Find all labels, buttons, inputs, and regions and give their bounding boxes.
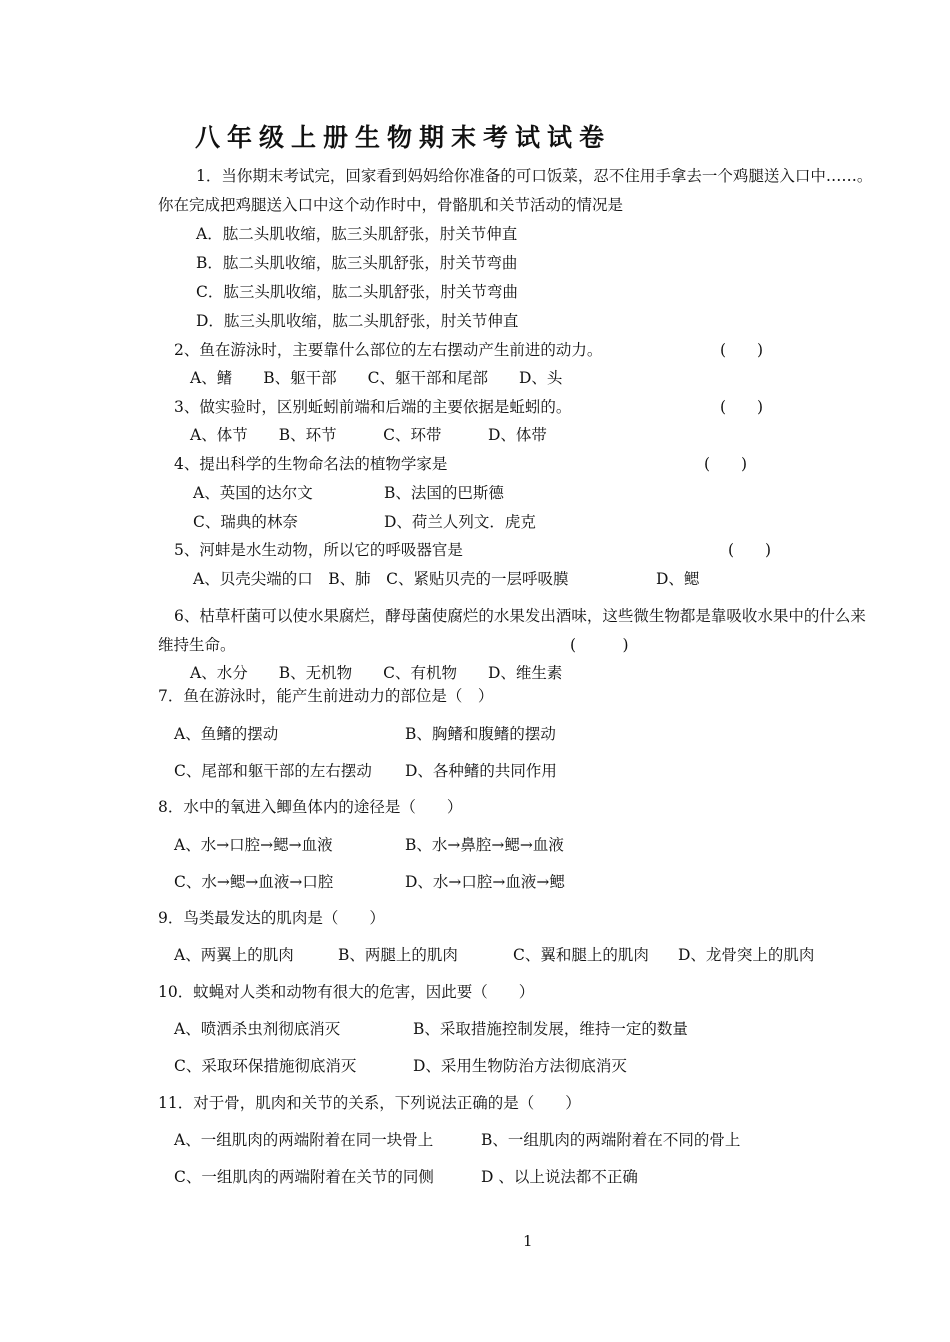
q5-option-d: D、鳃 [656,570,700,588]
q4-option-c: C、瑞典的林奈 [193,513,298,531]
q4-option-b: B、法国的巴斯德 [384,484,504,502]
q7-option-b: B、胸鳍和腹鳍的摆动 [405,725,556,743]
q9-option-a: A、两翼上的肌肉 [174,946,294,964]
q6-stem-line1: 6、枯草杆菌可以使水果腐烂，酵母菌使腐烂的水果发出酒味，这些微生物都是靠吸收水果中的什么来 [174,607,866,625]
q9-stem: 9．鸟类最发达的肌肉是（ ） [158,909,385,927]
q3-answer-paren: ( ) [720,398,764,416]
q5-answer-paren: ( ) [728,541,772,559]
q5-stem: 5、河蚌是水生动物，所以它的呼吸器官是 [174,541,463,559]
q2-answer-paren: ( ) [720,341,764,359]
q1-option-d: D．肱三头肌收缩，肱二头肌舒张，肘关节伸直 [196,312,519,330]
q8-option-a: A、水→口腔→鳃→血液 [174,836,333,854]
page-number: 1 [523,1232,533,1250]
q8-stem: 8．水中的氧进入鲫鱼体内的途径是（ ） [158,798,463,816]
q7-option-c: C、尾部和躯干部的左右摆动 [174,762,372,780]
q6-options: A、水分 B、无机物 C、有机物 D、维生素 [190,664,563,682]
q4-option-a: A、英国的达尔文 [193,484,313,502]
q1-option-b: B．肱二头肌收缩，肱三头肌舒张，肘关节弯曲 [196,254,518,272]
q10-option-b: B、采取措施控制发展，维持一定的数量 [413,1020,688,1038]
q11-option-d: D 、以上说法都不正确 [481,1168,638,1186]
q3-options: A、体节 B、环节 C、环带 D、体带 [190,426,547,444]
page-title: 八年级上册生物期末考试试卷 [195,123,612,152]
q7-option-d: D、各种鳍的共同作用 [405,762,557,780]
q6-answer-paren: ( ) [570,636,629,654]
q9-option-d: D、龙骨突上的肌肉 [678,946,815,964]
q2-options: A、鳍 B、躯干部 C、躯干部和尾部 D、头 [190,369,563,387]
q1-option-c: C．肱三头肌收缩，肱二头肌舒张，肘关节弯曲 [196,283,518,301]
q7-option-a: A、鱼鳍的摆动 [174,725,279,743]
q3-stem: 3、做实验时，区别蚯蚓前端和后端的主要依据是蚯蚓的。 [174,398,572,416]
q10-option-c: C、采取环保措施彻底消灭 [174,1057,357,1075]
q10-stem: 10．蚊蝇对人类和动物有很大的危害，因此要（ ） [158,983,535,1001]
q8-option-c: C、水→鳃→血液→口腔 [174,873,334,891]
q8-option-d: D、水→口腔→血液→鳃 [405,873,565,891]
q11-option-a: A、一组肌肉的两端附着在同一块骨上 [174,1131,434,1149]
q9-option-c: C、翼和腿上的肌肉 [513,946,649,964]
q1-stem-line1: 1．当你期末考试完，回家看到妈妈给你准备的可口饭菜，忍不住用手拿去一个鸡腿送入口中……。 [196,167,873,185]
q9-option-b: B、两腿上的肌肉 [338,946,458,964]
q6-stem-line2: 维持生命。 [158,636,236,654]
q4-stem: 4、提出科学的生物命名法的植物学家是 [174,455,448,473]
q7-stem: 7．鱼在游泳时，能产生前进动力的部位是（ ） [158,687,494,705]
q10-option-a: A、喷洒杀虫剂彻底消灭 [174,1020,341,1038]
q10-option-d: D、采用生物防治方法彻底消灭 [413,1057,627,1075]
q2-stem: 2、鱼在游泳时，主要靠什么部位的左右摆动产生前进的动力。 [174,341,603,359]
q4-option-d: D、荷兰人列文．虎克 [384,513,536,531]
q1-option-a: A．肱二头肌收缩，肱三头肌舒张，肘关节伸直 [196,225,518,243]
q11-stem: 11．对于骨，肌肉和关节的关系，下列说法正确的是（ ） [158,1094,581,1112]
q4-answer-paren: ( ) [704,455,748,473]
q11-option-c: C、一组肌肉的两端附着在关节的同侧 [174,1168,434,1186]
q1-stem-line2: 你在完成把鸡腿送入口中这个动作时中，骨骼肌和关节活动的情况是 [158,196,624,214]
q8-option-b: B、水→鼻腔→鳃→血液 [405,836,564,854]
q5-options-abc: A、贝壳尖端的口 B、肺 C、紧贴贝壳的一层呼吸膜 [193,570,569,588]
q11-option-b: B、一组肌肉的两端附着在不同的骨上 [481,1131,741,1149]
